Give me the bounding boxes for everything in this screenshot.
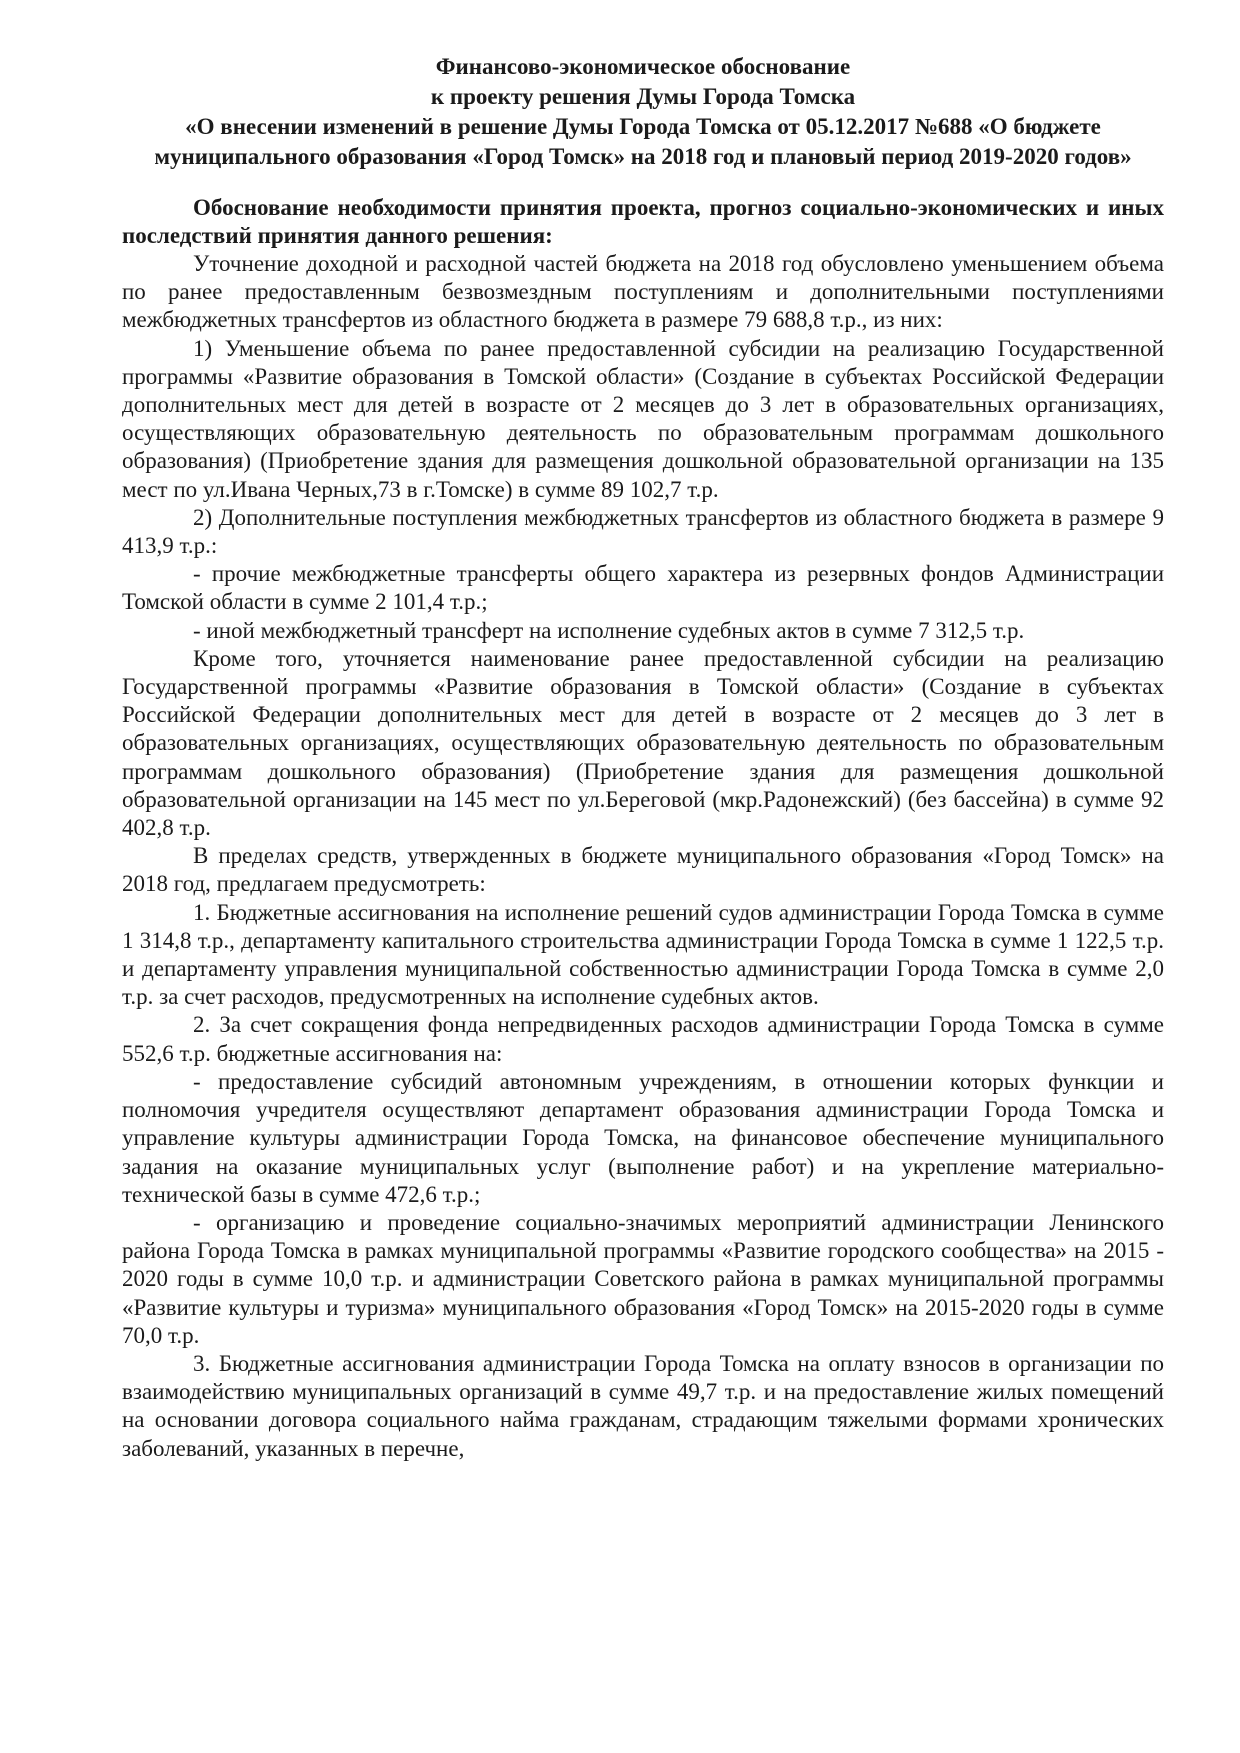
paragraph-item-2: 2) Дополнительные поступления межбюджетных трансфертов из областного бюджета в размере 9 413,9 т.р.: (122, 504, 1164, 559)
paragraph-point-3: 3. Бюджетные ассигнования администрации Города Томска на оплату взносов в организации по взаимодействию муниципальных организаций в сумме 49,7 т.р. и на предоставление жилых помещений на основании договора социального найма гражданам, страдающим тяжелыми формами хронических заболеваний, указанных в перечне, (122, 1350, 1164, 1461)
title-line-2: к проекту решения Думы Города Томска (430, 84, 856, 109)
paragraph-dash-subsidies: - предоставление субсидий автономным учреждениям, в отношении которых функции и полномочия учредителя осуществляют департамент образования администрации Города Томска и управление культуры администрации Города Томска, на финансовое обеспечение муниципального задания на оказание муниципальных услуг (выполнение работ) и на укрепление материально-технической базы в сумме 472,6 т.р.; (122, 1068, 1164, 1207)
section-heading: Обоснование необходимости принятия проекта, прогноз социально-экономических и иных последствий принятия данного решения: (122, 195, 1164, 248)
paragraph-rename-subsidy: Кроме того, уточняется наименование ранее предоставленной субсидии на реализацию Государственной программы «Развитие образования в Томской области» (Создание в субъектах Российской Федерации дополнительных мест для детей в возрасте от 2 месяцев до 3 лет в образовательных организациях, осуществляющих образовательную деятельность по образовательным программам дошкольного образования) (Приобретение здания для размещения дошкольной образовательной организации на 145 мест по ул.Береговой (мкр.Радонежский) (без бассейна) в сумме 92 402,8 т.р. (122, 645, 1164, 841)
paragraph-dash-court: - иной межбюджетный трансферт на исполнение судебных актов в сумме 7 312,5 т.р. (193, 617, 1025, 643)
paragraph-within-funds: В пределах средств, утвержденных в бюджете муниципального образования «Город Томск» на 2018 год, предлагаем предусмотреть: (122, 843, 1164, 897)
document-title (122, 52, 1164, 172)
paragraph-point-2: 2. За счет сокращения фонда непредвиденных расходов администрации Города Томска в сумме 552,6 т.р. бюджетные ассигнования на: (122, 1012, 1164, 1066)
paragraph-item-1: 1) Уменьшение объема по ранее предоставленной субсидии на реализацию Государственной программы «Развитие образования в Томской области» (Создание в субъектах Российской Федерации дополнительных мест для детей в возрасте от 2 месяцев до 3 лет в образовательных организациях, осуществляющих образовательную деятельность по образовательным программам дошкольного образования) (Приобретение здания для размещения дошкольной образовательной организации на 135 мест по ул.Ивана Черных,73 в г.Томске) в сумме 89 102,7 т.р. (122, 335, 1164, 502)
title-line-1: Финансово-экономическое обоснование (435, 54, 851, 79)
paragraph-point-1: 1. Бюджетные ассигнования на исполнение решений судов администрации Города Томска в сумме 1 314,8 т.р., департаменту капитального строительства администрации Города Томска в сумме 1 122,5 т.р. и департаменту управления муниципальной собственностью администрации Города Томска в сумме 2,0 т.р. за счет расходов, предусмотренных на исполнение судебных актов. (122, 899, 1164, 1010)
title-line-3: «О внесении изменений в решение Думы Города Томска от 05.12.2017 №688 «О бюджете муниципального образования «Город Томск» на 2018 год и плановый период 2019-2020 годов» (154, 114, 1132, 169)
paragraph-dash-events: - организацию и проведение социально-значимых мероприятий администрации Ленинского района Города Томска в рамках муниципальной программы «Развитие городского сообщества» на 2015 - 2020 годы в сумме 10,0 т.р. и администрации Советского района в рамках муниципальной программы «Развитие культуры и туризма» муниципального образования «Город Томск» на 2015-2020 годы в сумме 70,0 т.р. (122, 1209, 1164, 1348)
paragraph-dash-transfers: - прочие межбюджетные трансферты общего характера из резервных фондов Администрации Томской области в сумме 2 101,4 т.р.; (122, 561, 1164, 615)
paragraph-intro: Уточнение доходной и расходной частей бюджета на 2018 год обусловлено уменьшением объема по ранее предоставленным безвозмездным поступлениям и дополнительными поступлениями межбюджетных трансфертов из областного бюджета в размере 79 688,8 т.р., из них: (122, 251, 1164, 333)
document-body (122, 52, 1164, 1463)
